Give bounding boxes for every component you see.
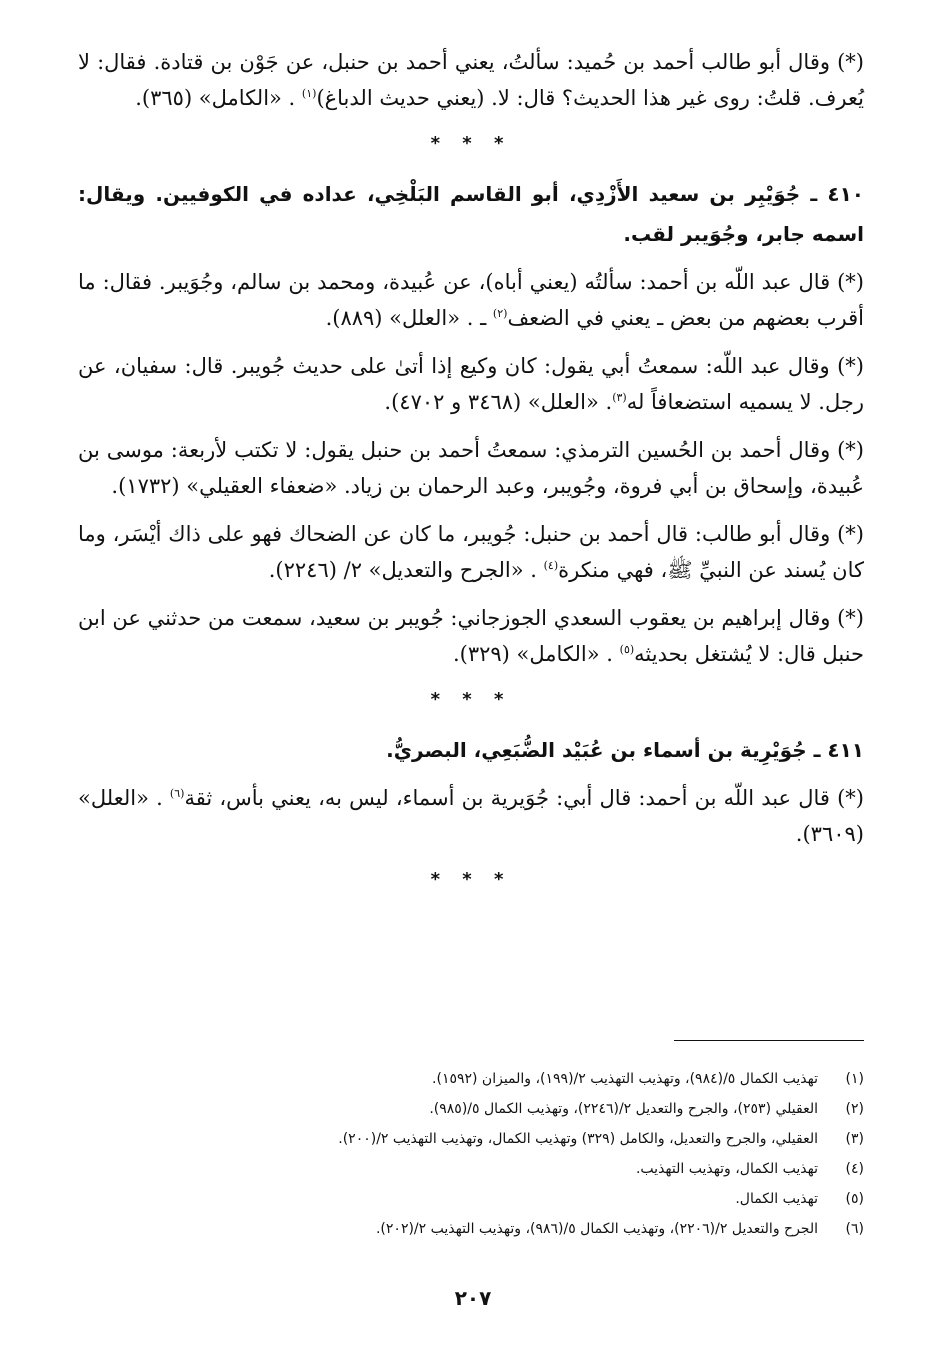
footnote-text: تهذيب الكمال. xyxy=(735,1191,818,1207)
footnote-ref[interactable]: (٥) xyxy=(619,643,635,656)
footnote-text: العقيلي، والجرح والتعديل، والكامل (٣٢٩) وتهذيب الكمال، وتهذيب التهذيب ٢/(٢٠٠). xyxy=(338,1131,818,1147)
section-separator: * * * xyxy=(430,133,512,154)
footnote-text: العقيلي (٢٥٣)، والجرح والتعديل ٢/(٢٢٤٦)، وتهذيب الكمال ٥/(٩٨٥). xyxy=(429,1101,818,1117)
footnote-number: (٢) xyxy=(845,1101,864,1117)
footnote-number: (٦) xyxy=(845,1221,864,1237)
entry-411-paragraph-1 xyxy=(78,780,864,852)
footnote-item xyxy=(104,1124,864,1154)
paragraph-source: . «الكامل» (٣٦٥). xyxy=(135,86,302,110)
footnote-item xyxy=(104,1184,864,1214)
page-body xyxy=(78,44,864,910)
footnote-divider xyxy=(674,1040,864,1041)
page-number: ٢٠٧ xyxy=(454,1286,492,1310)
entry-heading-410: ٤١٠ ـ جُوَيْبِر بن سعيد الأَزْدِي، أبو القاسم البَلْخِي، عداده في الكوفيين. ويقال: اسمه جابر، وجُوَيبر لقب. xyxy=(78,182,864,246)
paragraph-source: . «الجرح والتعديل» ٢/ (٢٢٤٦). xyxy=(268,558,544,582)
footnote-number: (٥) xyxy=(845,1191,864,1207)
footnote-item xyxy=(104,1094,864,1124)
paragraph-text: (*) وقال أبو طالب أحمد بن حُميد: سألتُ، يعني أحمد بن حنبل، عن جَوْن بن قتادة. فقال: لا يُعرف. قلتُ: روى غير هذا الحديث؟ قال: لا. (يعني حديث الدباغ) xyxy=(78,50,864,110)
paragraph-jawn-ibn-qatada xyxy=(78,44,864,116)
paragraph-text: (*) وقال إبراهيم بن يعقوب السعدي الجوزجاني: جُويبر بن سعيد، سمعت من حدثني عن ابن حنبل قال: لا يُشتغل بحديثه xyxy=(78,606,864,666)
footnote-text: الجرح والتعديل ٢/(٢٢٠٦)، وتهذيب الكمال ٥/(٩٨٦)، وتهذيب التهذيب ٢/(٢٠٢). xyxy=(375,1221,818,1237)
footnote-text: تهذيب الكمال، وتهذيب التهذيب. xyxy=(635,1161,818,1177)
footnote-item xyxy=(104,1154,864,1184)
footnote-ref[interactable]: (١) xyxy=(301,87,317,100)
section-separator: * * * xyxy=(430,689,512,710)
footnote-number: (٤) xyxy=(845,1161,864,1177)
entry-410-paragraph-2 xyxy=(78,348,864,420)
paragraph-text: (*) وقال أبو طالب: قال أحمد بن حنبل: جُويبر، ما كان عن الضحاك فهو على ذاك أيْسَر، وما كان يُسند عن النبيِّ ﷺ، فهي منكرة xyxy=(78,522,864,582)
footnote-number: (١) xyxy=(845,1071,864,1087)
footnote-ref[interactable]: (٣) xyxy=(612,391,627,404)
footnote-item xyxy=(104,1064,864,1094)
entry-410-paragraph-3: (*) وقال أحمد بن الحُسين الترمذي: سمعتُ أحمد بن حنبل يقول: لا تكتب لأربعة: موسى بن عُبيدة، وإسحاق بن أبي فروة، وجُويبر، وعبد الرحمان بن زياد. «ضعفاء العقيلي» (١٧٣٢). xyxy=(78,438,864,498)
section-separator: * * * xyxy=(430,869,512,890)
footnote-ref[interactable]: (٢) xyxy=(492,307,508,320)
paragraph-source: . «الكامل» (٣٢٩). xyxy=(452,642,620,666)
paragraph-source: . «العلل» (٣٦٠٩). xyxy=(78,786,864,846)
footnote-item xyxy=(104,1214,864,1244)
footnote-ref[interactable]: (٦) xyxy=(169,787,185,800)
entry-410-paragraph-4 xyxy=(78,516,864,588)
footnote-number: (٣) xyxy=(845,1131,864,1147)
paragraph-text: (*) وقال عبد اللّه: سمعتُ أبي يقول: كان وكيع إذا أتىٰ على حديث جُويبر. قال: سفيان، عن رجل. لا يسميه استضعافاً له xyxy=(78,354,864,414)
paragraph-source: ـ . «العلل» (٨٨٩). xyxy=(325,306,493,330)
paragraph-text: (*) قال عبد اللّه بن أحمد: سألتُه (يعني أباه)، عن عُبيدة، ومحمد بن سالم، وجُوَيبر. فقال: ما أقرب بعضهم من بعض ـ يعني في الضعف xyxy=(78,270,864,330)
footnotes xyxy=(104,1064,864,1244)
footnote-text: تهذيب الكمال ٥/(٩٨٤)، وتهذيب التهذيب ٢/(١٩٩)، والميزان (١٥٩٢). xyxy=(432,1071,818,1087)
entry-410-paragraph-1 xyxy=(78,264,864,336)
entry-410-paragraph-5 xyxy=(78,600,864,672)
paragraph-text: (*) قال عبد اللّه بن أحمد: قال أبي: جُوَيرية بن أسماء، ليس به، يعني بأس، ثقة xyxy=(184,786,864,810)
paragraph-source: . «العلل» (٣٤٦٨ و ٤٧٠٢). xyxy=(384,390,613,414)
entry-heading-411: ٤١١ ـ جُوَيْرِية بن أسماء بن عُبَيْد الضُّبَعِي، البصريُّ. xyxy=(386,738,864,762)
footnote-ref[interactable]: (٤) xyxy=(543,559,559,572)
